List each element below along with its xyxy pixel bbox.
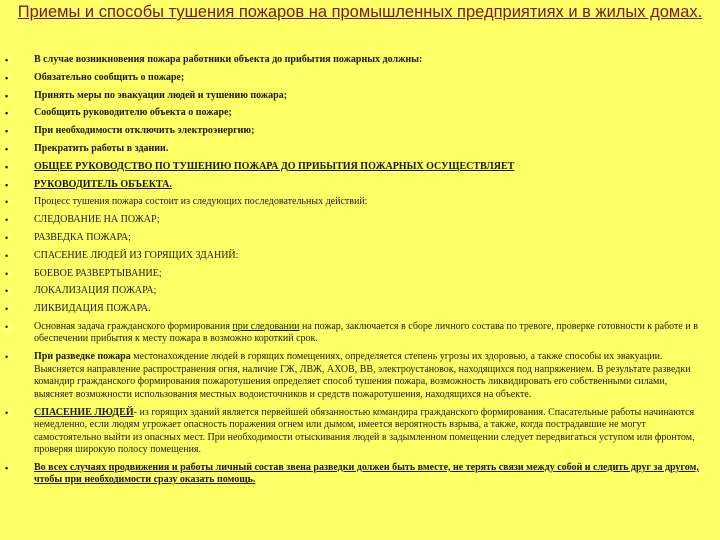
list-item: • РАЗВЕДКА ПОЖАРА;	[0, 232, 720, 245]
paragraph-text: на пожар, заключается в сборе личного состава по тревоге, проверке готовности к работе и в обеспечении прибытия к месту пожара в возможно короткий срок.	[34, 320, 698, 345]
list-item: • Сообщить руководителю объекта о пожаре;	[0, 107, 720, 120]
paragraph-rescue	[0, 407, 720, 457]
list-item: • В случае возникновения пожара работники объекта до прибытия пожарных должны:	[0, 54, 720, 67]
list-item: • СПАСЕНИЕ ЛЮДЕЙ ИЗ ГОРЯЩИХ ЗДАНИЙ:	[0, 250, 720, 263]
paragraph-text: Основная задача гражданского формирования	[34, 320, 233, 332]
list-item: • ЛОКАЛИЗАЦИЯ ПОЖАРА;	[0, 285, 720, 298]
paragraph-following	[0, 321, 720, 346]
page-title: Приемы и способы тушения пожаров на промышленных предприятиях и в жилых домах.	[17, 3, 703, 21]
list-item: • РУКОВОДИТЕЛЬ ОБЪЕКТА.	[0, 179, 720, 192]
paragraph-text: местонахождение людей в горящих помещениях, определяется степень угрозы их здоровью, а также способы их эвакуации. Выясняется направление распространения огня, наличие ГЖ, ЛВЖ, АХОВ, ВВ, электроустановок, находящихся под напряжением. В результате разведки командир гражданского формирования пожаротушения определяет способ тушения пожара, возможность ликвидировать его собственными силами, выясняет возможности использования местных водоисточников и средств пожаротушения, находящихся на объекте.	[34, 351, 691, 400]
list-item: • Процесс тушения пожара состоит из следующих последовательных действий:	[0, 196, 720, 209]
list-item: • Принять меры по эвакуации людей и тушению пожара;	[0, 90, 720, 103]
list-item: • БОЕВОЕ РАЗВЕРТЫВАНИЕ;	[0, 268, 720, 281]
paragraph-text: - из горящих зданий является первейшей обязанностью командира гражданского формирования. Спасательные работы начинаются немедленно, если людям угрожает опасность поражения огнем или дымом, имеется вероятность взрыва, а также, когда пострадавшие не могут самостоятельно выйти из опасных мест. При необходимости отыскивания людей в задымленном помещении следует передвигаться уступом или фронтом, проверяя широкую полосу помещения.	[34, 406, 695, 456]
bullet-list	[0, 54, 720, 492]
list-item: • СЛЕДОВАНИЕ НА ПОЖАР;	[0, 214, 720, 227]
list-item: • Прекратить работы в здании.	[0, 143, 720, 156]
paragraph-conclusion: • Во всех случаях продвижения и работы личный состав звена разведки должен быть вместе, не терять связи между собой и следить друг за другом, чтобы при необходимости сразу оказать помощь.	[0, 462, 720, 487]
list-item: • При необходимости отключить электроэнергию;	[0, 125, 720, 138]
emphasis-text: При разведке пожара	[34, 351, 131, 363]
emphasis-text: при следовании	[232, 320, 300, 332]
list-item: • ЛИКВИДАЦИЯ ПОЖАРА.	[0, 303, 720, 316]
list-item: • ОБЩЕЕ РУКОВОДСТВО ПО ТУШЕНИЮ ПОЖАРА ДО ПРИБЫТИЯ ПОЖАРНЫХ ОСУЩЕСТВЛЯЕТ	[0, 161, 720, 174]
emphasis-text: СПАСЕНИЕ ЛЮДЕЙ	[34, 406, 134, 418]
list-item: • Обязательно сообщить о пожаре;	[0, 72, 720, 85]
paragraph-reconnaissance	[0, 351, 720, 401]
